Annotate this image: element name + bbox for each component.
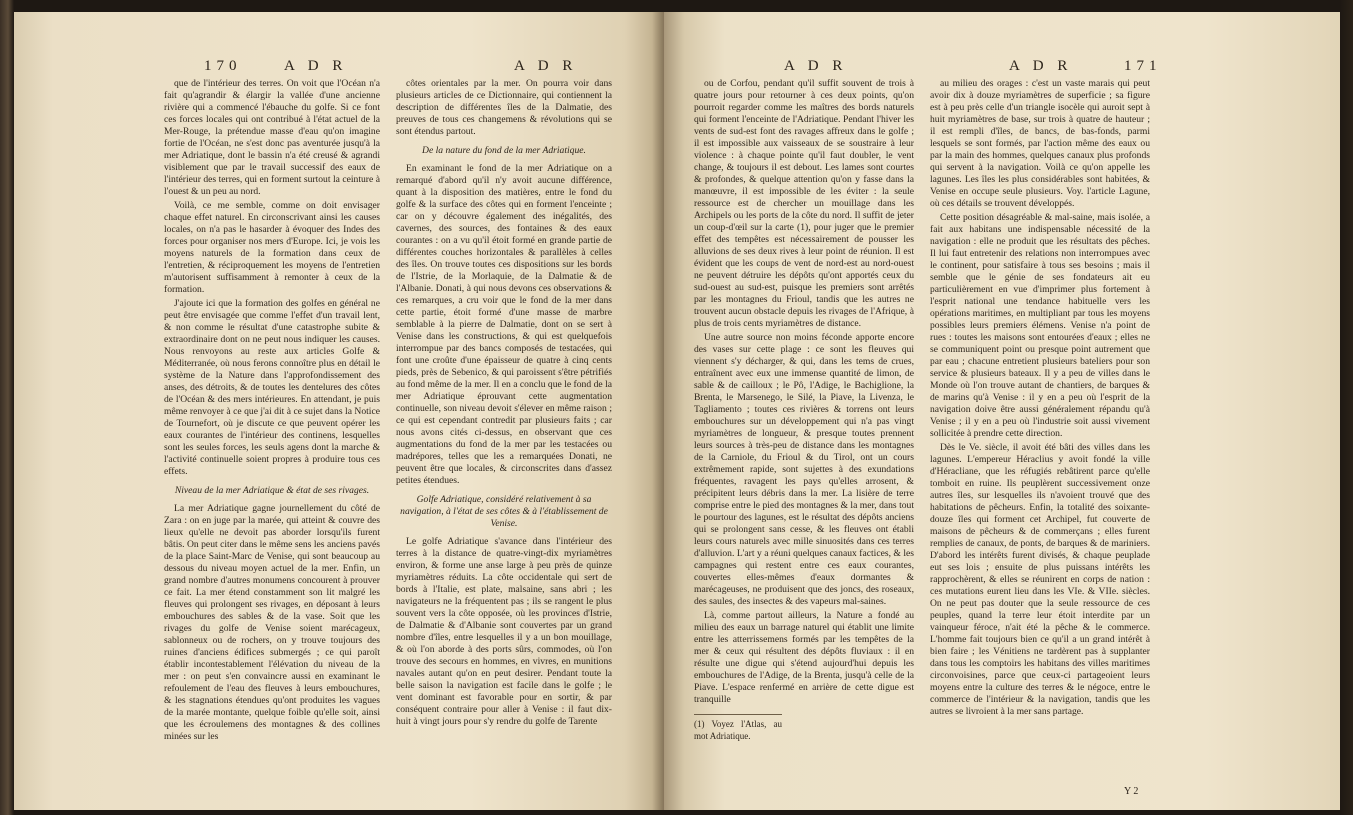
paragraph: ou de Corfou, pendant qu'il suffit souvent de trois à quatre jours pour retourner à ces deux points, qu'on pourroit regarder comme les maîtres des bords naturels qui forment l'enceinte de l'Adriatique. Pendant l'hiver les vents de sud-est font des ravages affreux dans le golfe ; il est impossible aux vaisseaux de se soustraire à leur violence : à chaque pointe qu'il faut doubler, le vent change, & toujours il est debout. Les lames sont courtes & profondes, & quelque attention qu'on y fasse dans la manœuvre, il est impossible de les éviter : la seule ressource est de chercher un mouillage dans les Archipels ou les ports de la côte du nord. Il suffit de jeter un coup-d'œil sur la carte (1), pour juger que le premier effet des tempêtes est nécessairement de pousser les alluvions de ses deux rives à leur point de réunion. Il est évident que les coups de vent de nord-est au nord-ouest ne peuvent détruire les dépôts qu'ont apportés ceux du sud-ouest au sud-est, puisque les premiers sont arrêtés par les montagnes du Frioul, tandis que les autres ne trouvent aucun obstacle depuis les rivages de l'Afrique, à plus de trois cents myriamètres de distance. <box>694 78 914 329</box>
paragraph: La mer Adriatique gagne journellement du côté de Zara : on en juge par la marée, qui atteint & couvre des lieux qu'elle ne devoit pas aborder lorsqu'ils furent bâtis. On peut citer dans le même sens les anciens pavés de la place Saint-Marc de Venise, qui sont beaucoup au dessous du niveau moyen actuel de la mer. Enfin, un grand nombre d'autres monumens concourent à prouver ce fait. La mer étend constamment son lit malgré les fleuves qui prolongent ses rivages, en déposant à leurs embouchures des sables & de la vase. Soit que les rivages du golfe de Venise soient marécageux, sablonneux ou de rochers, on y trouve toujours des ruines d'anciens édifices submergés ; ce qui paroît établir incontestablement l'élévation du niveau de la mer : on peut s'en convaincre aussi en examinant le refoulement de l'eau des fleuves à leurs embouchures, & les stagnations étendues qu'ont produites les vagues de la marée montante, quelque foible qu'elle soit, ainsi que les écroulemens des montagnes & des collines minées sur les <box>164 503 380 742</box>
running-head-right-2: A D R <box>1009 58 1073 74</box>
running-head-left-2: A D R <box>514 58 578 74</box>
paragraph: côtes orientales par la mer. On pourra voir dans plusieurs articles de ce Dictionnaire, qui contiennent la description de différentes îles de la Dalmatie, des preuves de tous ces changemens & révolutions qui se sont étendus partout. <box>396 78 612 137</box>
page-number-left: 170 <box>204 58 242 74</box>
right-column-1 <box>694 78 914 744</box>
left-page <box>14 12 664 810</box>
paragraph: J'ajoute ici que la formation des golfes en général ne peut être envisagée que comme l'effet d'un travail lent, & non comme le résultat d'une catastrophe subite & extraordinaire dont on ne peut nous indiquer les causes. Nous renvoyons au reste aux articles Golfe & Méditerranée, où nous ferons connoître plus en détail le système de la Nature dans l'approfondissement des anses, des détroits, & de toutes les dentelures des côtes de l'Océan & des mers intérieures. En attendant, je puis même renvoyer à ce que j'ai dit à ce sujet dans la Notice de Tournefort, où je discute ce que peuvent opérer les eaux courantes de l'intérieur des continens, lesquelles sont les seules forces, les seuls agens dont la marche & l'activité continuelle soient propres à produire tous ces effets. <box>164 298 380 477</box>
paragraph: En examinant le fond de la mer Adriatique on a remarqué d'abord qu'il n'y avoit aucune différence, quant à la disposition des matières, entre le fond du golfe & la surface des côtes qui en forment l'enceinte ; car on y découvre également des inégalités, des cavernes, des sources, des fontaines & des eaux courantes : on a vu qu'il étoit formé en grande partie de différentes couches horizontales & parallèles à celles des îles. On trouve toutes ces dispositions sur les bords de l'Istrie, de la Morlaquie, de la Dalmatie & de l'Albanie. Donati, à qui nous devons ces observations & ces remarques, a cru voir que le fond de la mer dans cette partie, étoit formé d'une masse de marbre semblable à la pierre de Dalmatie, dont on se sert à Venise dans les constructions, & qui est quelquefois interrompue par des bancs composés de testacées, qui font une croûte d'une épaisseur de quatre à cinq cents pieds, près de Sebenico, & qui paroissent s'être pétrifiés au fond même de la mer. Il en a conclu que le fond de la mer Adriatique éprouvant cette augmentation continuelle, son niveau devoit s'élever en même raison ; ce qui est cependant contredit par plusieurs faits ; car nous avons cités ci-dessus, en observant que ces augmentations du fond de la mer par les testacées ou madrépores, telles que les a remarquées Donati, ne peuvent être que locales, & circonscrites dans d'assez petites étendues. <box>396 163 612 486</box>
left-column-1 <box>164 78 380 745</box>
paragraph: Là, comme partout ailleurs, la Nature a fondé au milieu des eaux un barrage naturel qui établit une limite entre les atterrissemens formés par les tempêtes de la mer & ceux qui résultent des dépôts fluviaux : il en résulte une digue qui s'étend aujourd'hui depuis les embouchures de l'Adige, de la Brenta, jusqu'à celle de la Piave. L'espace renfermé en arrière de cette digue est tranquille <box>694 610 914 705</box>
paragraph: Cette position désagréable & mal-saine, mais isolée, a fait aux habitans une indispensable nécessité de la navigation : elle ne produit que les résultats des pêches. Il lui faut entretenir des relations non interrompues avec le continent, pour satisfaire à tous ses besoins ; mais il semble que le génie de ses fondateurs ait eu particulièrement en vue d'imprimer plus fortement à l'esprit national une tendance habituelle vers les opérations maritimes, en multipliant par tous les moyens possibles leurs premiers élémens. Venise n'a point de rues : toutes les maisons sont entourées d'eaux ; elles ne se communiquent point ou presque point autrement que par eau ; chacune entretient plusieurs bateliers pour son service & plusieurs bateaux. Il y a peu de villes dans le Monde où l'on trouve autant de chantiers, de barques & de marins qu'à Venise : il y en a peu où l'esprit de la navigation doive être aussi généralement répandu qu'à Venise ; il y en a peu où l'industrie soit aussi vivement sollicitée à prendre cette direction. <box>930 212 1150 439</box>
paragraph: Une autre source non moins féconde apporte encore des vases sur cette plage : ce sont les fleuves qui viennent s'y décharger, & qui, dans les tems de crues, entraînent avec eux une immense quantité de limon, de sable & de cailloux ; le Pô, l'Adige, le Bachiglione, la Brenta, le Marsenego, le Silé, la Piave, la Livenza, le Tagliamento ; toutes ces rivières & torrens ont leurs embouchures sur un développement qui n'a pas vingt myriamètres de longueur, & presque toutes prennent leurs sources à très-peu de distance dans les montagnes de la Carniole, du Frioul & du Tirol, ont un cours extrêmement rapide, sont sujettes à des exundations fréquentes, ravagent les pays qu'elles arrosent, & précipitent leurs débris dans la mer. La lisière de terre comprise entre le pied des montagnes & la mer, dans tout le pourtour des lagunes, est le résultat des dépôts anciens qui se prolongent sans cesse, & les fleuves ont établi leurs cours naturels avec mille sinuosités dans ces terres d'alluvion. L'art y a réuni quelques canaux factices, & les campagnes qui restent entre ces eaux courantes, couvertes elles-mêmes d'eaux dormantes & marécageuses, ne produisent que des joncs, des roseaux, des saules, des insectes & des vapeurs mal-saines. <box>694 332 914 607</box>
paragraph: Dès le Ve. siècle, il avoit été bâti des villes dans les lagunes. L'empereur Héraclius y avoit fondé la ville d'Héracliane, que les réfugiés rebâtirent parce qu'elle tomboit en ruine. Ils peuplèrent successivement onze autres îles, sur lesquelles ils n'avoient trouvé que des habitations de pêcheurs. Enfin, la totalité des soixante-douze îles qui forment cet Archipel, fut couverte de maisons de pêcheurs & de commerçans ; elles furent remplies de canaux, de ponts, de barques & de mariniers. D'abord les intérêts furent divisés, & chaque peuplade eut ses lois ; ensuite de plus puissans intérêts les rapprochèrent, & elles se réunirent en corps de nation : ces mutations eurent lieu dans les VIe. & VIIe. siècles. On ne peut pas douter que la seule ressource de ces peuples, quand la terre leur étoit interdite par un vainqueur féroce, n'ait été la pêche & le commerce. L'homme fait toujours bien ce qu'il a un grand intérêt à bien faire ; les Vénitiens ne tardèrent pas à supplanter dans tous les comptoirs les habitans des villes maritimes circonvoisines, parce que ceux-ci partageoient leurs moyens entre la culture des terres & le négoce, entre le commerce de l'intérieur & la navigation, tandis que les autres se livroient à la mer sans partage. <box>930 442 1150 717</box>
running-head-right-1: A D R <box>784 58 848 74</box>
running-head-left-1: A D R <box>284 58 348 74</box>
page-number-right: 171 <box>1124 58 1162 74</box>
paragraph: Voilà, ce me semble, comme on doit envisager chaque effet naturel. En circonscrivant ainsi les causes locales, on n'a pas le hasarder à évoquer des Indes des forces pour organiser nos mers d'Europe. Ici, je vois les moyens naturels de la formation dans ceux de l'entretien, & réciproquement les moyens de l'entretien m'autorisent suffisamment à remonter à ceux de la formation. <box>164 200 380 295</box>
paragraph: au milieu des orages : c'est un vaste marais qui peut avoir dix à douze myriamètres de superficie ; sa figure est à peu près celle d'un triangle isocèle qui auroit sept à huit myriamètres de base, sur trois à quatre de hauteur ; il est rempli d'îles, de bancs, de bas-fonds, parmi lesquels se sont formés, par l'action même des eaux ou par la main des hommes, quelques canaux plus profonds qui servent à la navigation. Voilà ce qu'on appelle les lagunes. Les îles les plus considérables sont habitées, & Venise en occupe seule plusieurs. Voy. l'article Lagune, où ces détails se trouvent développés. <box>930 78 1150 209</box>
footnote: (1) Voyez l'Atlas, au mot Adriatique. <box>694 714 782 742</box>
signature-mark: Y 2 <box>1124 786 1139 797</box>
section-heading: De la nature du fond de la mer Adriatique. <box>422 145 586 156</box>
right-column-2 <box>930 78 1150 720</box>
section-heading: Niveau de la mer Adriatique & état de ses rivages. <box>174 485 370 496</box>
paragraph: que de l'intérieur des terres. On voit que l'Océan n'a fait qu'agrandir & élargir la vallée d'une ancienne rivière qui a commencé l'ébauche du golfe. Si ce font ces forces locales qui ont contribué à l'état actuel de la Mer-Rouge, la prétendue masse d'eau qu'on imagine fortie de l'Océan, ne s'est donc pas aventurée jusqu'à la mer Adriatique, dont le bassin n'a été creusé & agrandi visiblement que par le travail successif des eaux de l'intérieur des terres, qui en forment surtout la ceinture à l'ouest & un peu au nord. <box>164 78 380 197</box>
section-heading: Golfe Adriatique, considéré relativement à sa navigation, à l'état de ses côtes & à l'établissement de Venise. <box>400 494 608 529</box>
paragraph: Le golfe Adriatique s'avance dans l'intérieur des terres à la distance de quatre-vingt-dix myriamètres environ, & forme une anse large à peu près de quinze myriamètres réduits. La côte occidentale qui sert de bords à l'Italie, est plate, malsaine, sans abri ; les navigateurs ne la fréquentent pas ; ils se rangent le plus souvent vers la côte opposée, où les provinces d'Istrie, de Dalmatie & d'Albanie sont couvertes par un grand nombre d'îles, entre lesquelles il y a un bon mouillage, & où l'on aborde à des ports sûrs, commodes, où l'on trouve des secours en hommes, en vivres, en munitions navales autant qu'on en peut desirer. Pendant toute la belle saison la navigation est facile dans le golfe ; le vent dominant est favorable pour en sortir, & par conséquent contraire pour aller à Venise : il faut dix-huit à vingt jours pour s'y rendre du golfe de Tarente <box>396 536 612 727</box>
left-column-2 <box>396 78 612 730</box>
right-page <box>664 12 1340 810</box>
